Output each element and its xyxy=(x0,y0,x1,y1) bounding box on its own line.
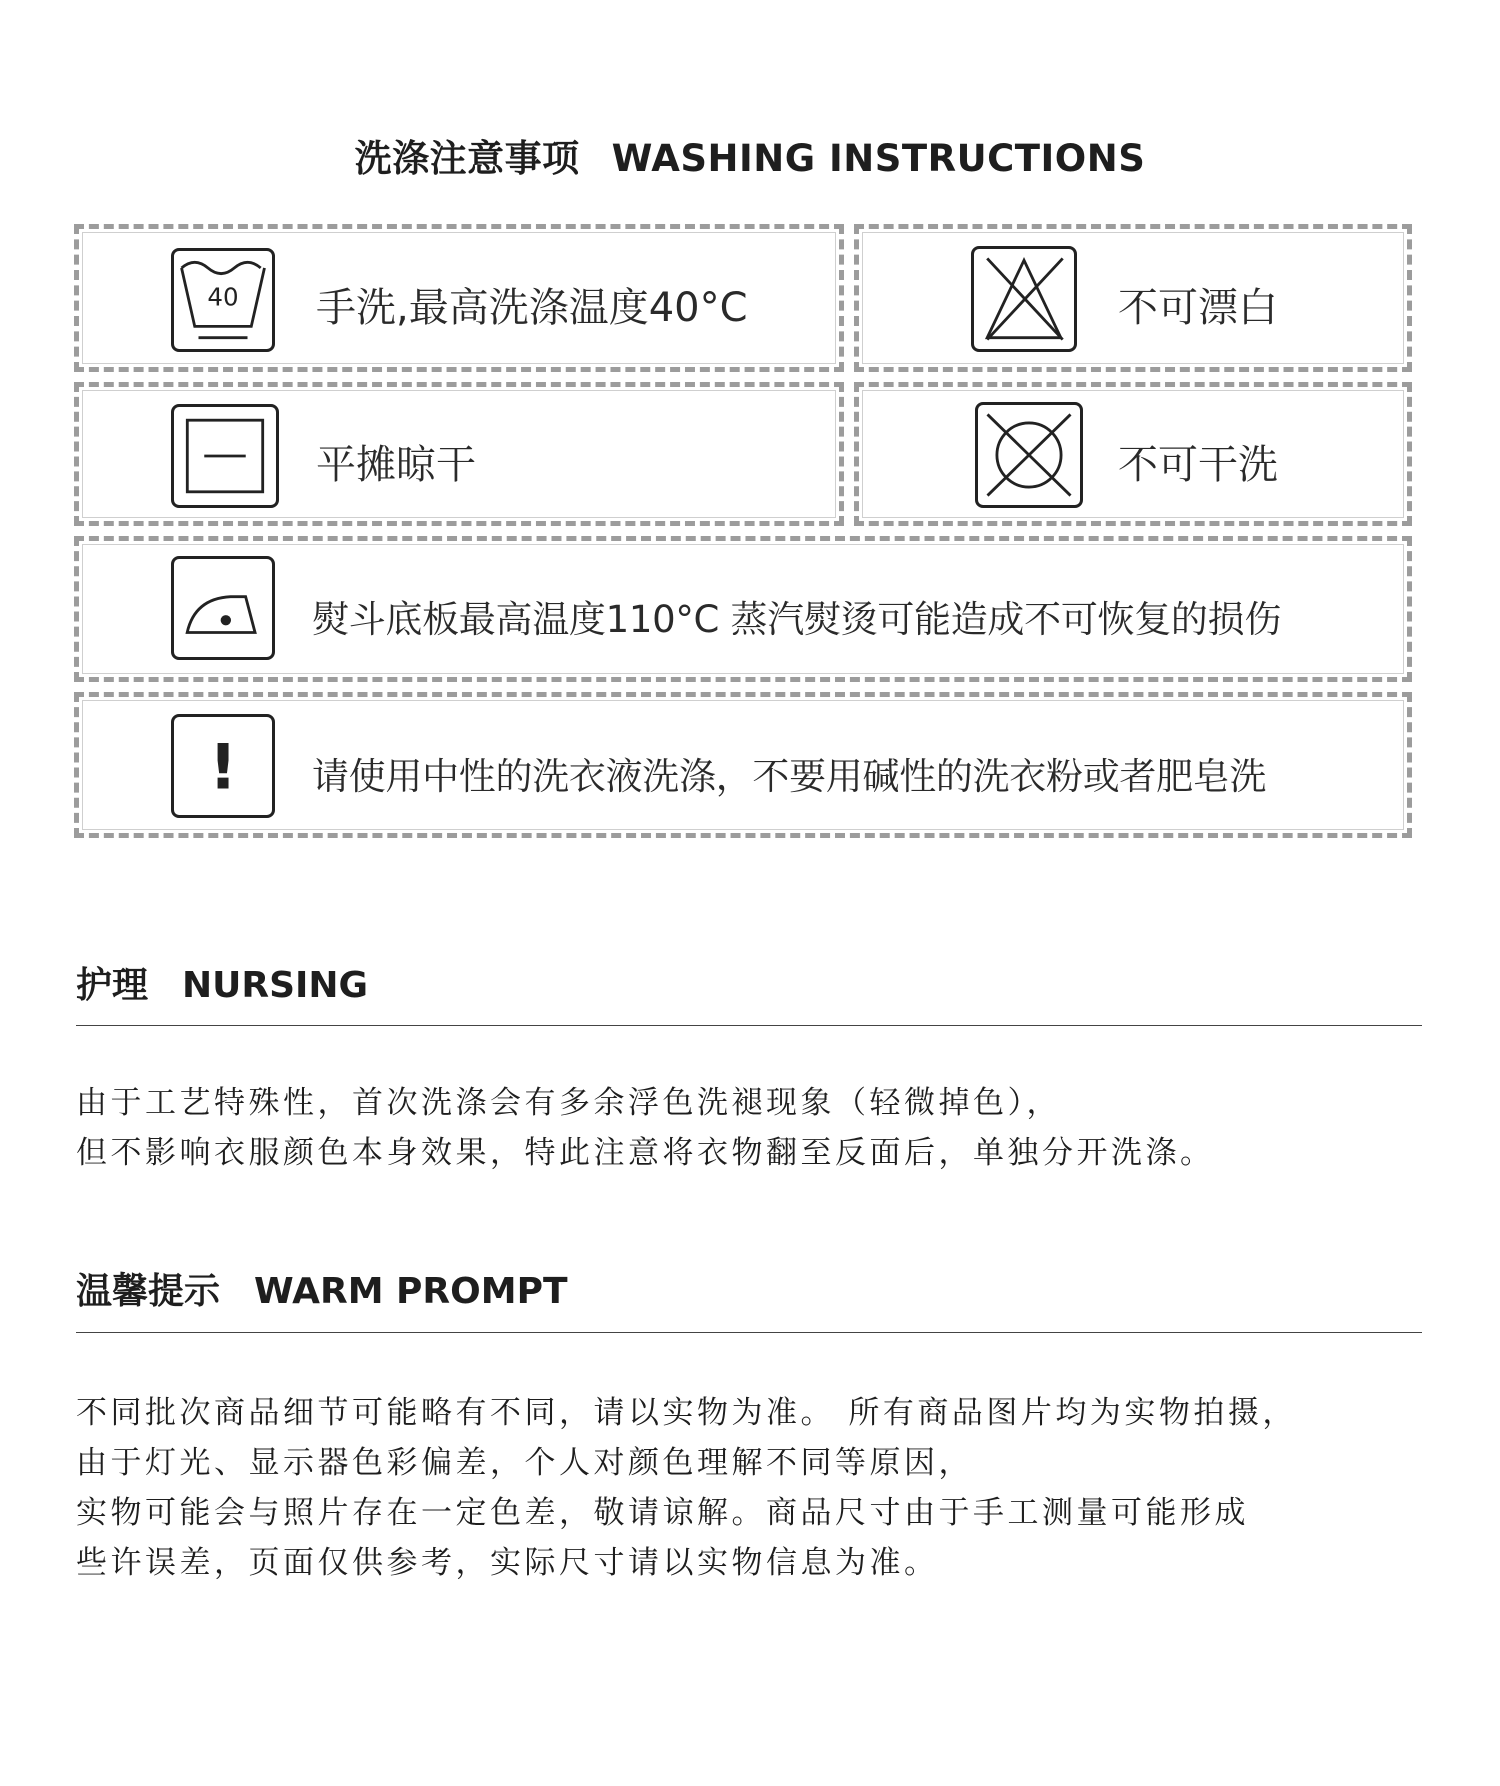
care-label-iron: 熨斗底板最高温度110°C 蒸汽熨烫可能造成不可恢复的损伤 xyxy=(312,598,1282,641)
nursing-heading-cn: 护理 xyxy=(76,965,149,1006)
warm-prompt-divider xyxy=(76,1332,1422,1333)
nursing-heading-en: NURSING xyxy=(182,965,369,1006)
warm-prompt-heading-cn: 温馨提示 xyxy=(76,1271,221,1312)
warm-prompt-text xyxy=(76,1388,1297,1588)
hand-wash-40-icon xyxy=(171,248,275,352)
nursing-line: 但不影响衣服颜色本身效果，特此注意将衣物翻至反面后，单独分开洗涤。 xyxy=(76,1135,1215,1171)
title-en: WASHING INSTRUCTIONS xyxy=(611,137,1146,180)
warm-prompt-line: 由于灯光、显示器色彩偏差，个人对颜色理解不同等原因， xyxy=(76,1445,973,1481)
nursing-line: 由于工艺特殊性，首次洗涤会有多余浮色洗褪现象（轻微掉色）， xyxy=(76,1085,1061,1121)
nursing-heading xyxy=(76,957,368,1008)
care-label-dry-flat: 平摊晾干 xyxy=(316,442,476,488)
nursing-text xyxy=(76,1078,1215,1178)
warning-mark: ! xyxy=(208,730,238,804)
care-label-hand-wash: 手洗,最高洗涤温度40°C xyxy=(316,285,748,331)
dry-flat-icon xyxy=(171,404,279,508)
warm-prompt-line: 不同批次商品细节可能略有不同，请以实物为准。 所有商品图片均为实物拍摄， xyxy=(76,1395,1297,1431)
warm-prompt-line: 些许误差，页面仅供参考，实际尺寸请以实物信息为准。 xyxy=(76,1545,939,1581)
title-cn: 洗涤注意事项 xyxy=(354,137,580,180)
care-label-no-dry-clean: 不可干洗 xyxy=(1118,442,1278,488)
no-dry-clean-icon xyxy=(975,402,1083,508)
iron-low-icon xyxy=(171,556,275,660)
warning-icon xyxy=(171,714,275,818)
no-bleach-icon xyxy=(971,246,1077,352)
warm-prompt-heading-en: WARM PROMPT xyxy=(254,1271,568,1312)
care-label-no-bleach: 不可漂白 xyxy=(1118,285,1278,331)
nursing-divider xyxy=(76,1025,1422,1026)
warm-prompt-heading xyxy=(76,1263,568,1314)
care-label-detergent: 请使用中性的洗衣液洗涤，不要用碱性的洗衣粉或者肥皂洗 xyxy=(312,755,1267,798)
page-title xyxy=(0,128,1500,182)
wash-temp-text: 40 xyxy=(207,282,239,312)
warm-prompt-line: 实物可能会与照片存在一定色差，敬请谅解。商品尺寸由于手工测量可能形成 xyxy=(76,1495,1249,1531)
